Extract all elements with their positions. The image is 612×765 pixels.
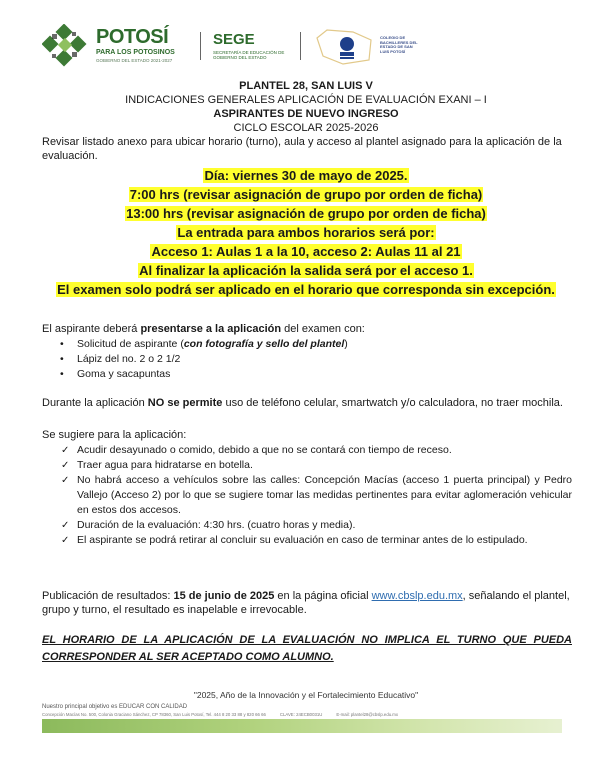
footer-decorative-band xyxy=(42,719,562,733)
text: Publicación de resultados: xyxy=(42,590,174,602)
list-item xyxy=(60,518,572,533)
footer-motto: Nuestro principal objetivo es EDUCAR CON CALIDAD xyxy=(42,704,188,710)
highlight-line xyxy=(0,166,612,185)
highlight-text: La entrada para ambos horarios será por: xyxy=(177,225,435,240)
bullet-icon: • xyxy=(60,353,64,365)
colegio-text: COLEGIO DE BACHILLERES DEL ESTADO DE SAN LUIS POTOSÍ xyxy=(380,35,418,54)
potosi-emblem-icon xyxy=(42,24,90,68)
bold-text: presentarse a la aplicación xyxy=(140,323,282,335)
results-paragraph xyxy=(42,589,572,617)
aspirantes-title: ASPIRANTES DE NUEVO INGRESO xyxy=(213,108,399,120)
sege-title: SEGE xyxy=(213,31,255,48)
text: No habrá acceso a vehículos sobre las calles: Concepción Macías (acceso 1 puerta principal) y Pedro Vallejo (Acceso 2) por lo que se sugiere tomar las medidas pertinentes para evitar aglomeración vehicular en estos dos accesos. xyxy=(77,474,572,516)
text: Duración de la evaluación: 4:30 hrs. (cuatro horas y media). xyxy=(77,519,356,531)
checkmark-icon: ✓ xyxy=(61,445,70,456)
list-item xyxy=(60,352,560,367)
list-item xyxy=(60,473,572,518)
checkmark-icon: ✓ xyxy=(61,475,70,486)
footer-clave: CLAVE: 24ECB0031U xyxy=(279,712,323,717)
schedule-highlight xyxy=(0,166,612,299)
potosi-tagline: GOBIERNO DEL ESTADO 2021-2027 xyxy=(96,58,173,63)
bullet-icon: • xyxy=(60,368,64,380)
highlight-line xyxy=(0,223,612,242)
text: Acudir desayunado o comido, debido a que no se contará con tiempo de receso. xyxy=(77,444,452,456)
potosi-subtitle: PARA LOS POTOSINOS xyxy=(96,49,175,56)
footer-contact xyxy=(42,712,412,717)
highlight-text: Al finalizar la aplicación la salida será por el acceso 1. xyxy=(139,263,473,278)
indicaciones-title: INDICACIONES GENERALES APLICACIÓN DE EVALUACIÓN EXANI – I xyxy=(125,94,487,106)
ciclo-title: CICLO ESCOLAR 2025-2026 xyxy=(233,122,379,134)
text: del examen con: xyxy=(281,323,365,335)
checkmark-icon: ✓ xyxy=(61,460,70,471)
suggestions-lead: Se sugiere para la aplicación: xyxy=(42,429,187,441)
requirements-lead xyxy=(42,322,572,336)
bold-italic-text: con fotografía y sello del plantel xyxy=(183,338,345,350)
potosi-title: POTOSÍ xyxy=(96,26,169,48)
list-item xyxy=(60,533,572,548)
highlight-line xyxy=(0,204,612,223)
highlight-text: Día: viernes 30 de mayo de 2025. xyxy=(204,168,408,183)
text: uso de teléfono celular, smartwatch y/o calculadora, no traer mochila. xyxy=(222,397,563,409)
suggestions-list xyxy=(60,443,572,548)
bold-text: 15 de junio de 2025 xyxy=(173,590,275,602)
prohibition-paragraph xyxy=(42,396,572,410)
notice-text: EL HORARIO DE LA APLICACIÓN DE LA EVALUACIÓN NO IMPLICA EL TURNO QUE PUEDA CORRESPONDER AL SER ACEPTADO COMO ALUMNO. xyxy=(42,634,572,663)
highlight-text: 7:00 hrs (revisar asignación de grupo por orden de ficha) xyxy=(129,187,483,202)
header-divider xyxy=(200,32,201,60)
footer-email: E-mail: plantel28@cbslp.edu.mx xyxy=(336,712,399,717)
header-divider xyxy=(300,32,301,60)
text: en la página oficial xyxy=(274,590,372,602)
text: Solicitud de aspirante ( xyxy=(77,338,184,350)
requirements-list xyxy=(60,337,560,382)
list-item xyxy=(60,458,572,473)
letterhead xyxy=(38,20,458,74)
highlight-text: 13:00 hrs (revisar asignación de grupo por orden de ficha) xyxy=(126,206,486,221)
highlight-line xyxy=(0,185,612,204)
text: Durante la aplicación xyxy=(42,397,148,409)
bullet-icon: • xyxy=(60,338,64,350)
checkmark-icon: ✓ xyxy=(61,520,70,531)
text: , señalando el plantel, grupo y turno, el resultado es inapelable e irrevocable. xyxy=(42,590,570,616)
text: Lápiz del no. 2 o 2 1/2 xyxy=(77,353,181,365)
checkmark-icon: ✓ xyxy=(61,535,70,546)
text: ) xyxy=(344,338,348,350)
list-item xyxy=(60,367,560,382)
highlight-line xyxy=(0,280,612,299)
plantel-title: PLANTEL 28, SAN LUIS V xyxy=(239,80,373,92)
potosi-logo xyxy=(38,20,208,70)
list-item xyxy=(60,337,560,352)
highlight-text: Acceso 1: Aulas 1 a la 10, acceso 2: Aulas 11 al 21 xyxy=(151,244,461,259)
footer-quote: "2025, Año de la Innovación y el Fortalecimiento Educativo" xyxy=(193,690,419,700)
footer-address: Concepción Macías No. 500, Colonia Graciano Sánchez, CP 78360, San Luis Potosí, Tel. 444 8 20 33 88 y 820 66 66 xyxy=(42,712,266,717)
text: El aspirante se podrá retirar al concluir su evaluación en caso de terminar antes de lo estipulado. xyxy=(77,534,528,546)
highlight-line xyxy=(0,242,612,261)
text: Goma y sacapuntas xyxy=(77,368,171,380)
website-link[interactable]: www.cbslp.edu.mx xyxy=(371,590,463,602)
sege-subtitle: SECRETARÍA DE EDUCACIÓN DE GOBIERNO DEL ESTADO xyxy=(213,50,285,60)
text: Traer agua para hidratarse en botella. xyxy=(77,459,253,471)
highlight-text: El examen solo podrá ser aplicado en el horario que corresponda sin excepción. xyxy=(57,282,555,297)
text: El aspirante deberá xyxy=(42,323,141,335)
bold-text: NO se permite xyxy=(147,397,223,409)
intro-paragraph: Revisar listado anexo para ubicar horario (turno), aula y acceso al plantel asignado para la aplicación de la evaluación. xyxy=(42,136,562,162)
list-item xyxy=(60,443,572,458)
highlight-line xyxy=(0,261,612,280)
